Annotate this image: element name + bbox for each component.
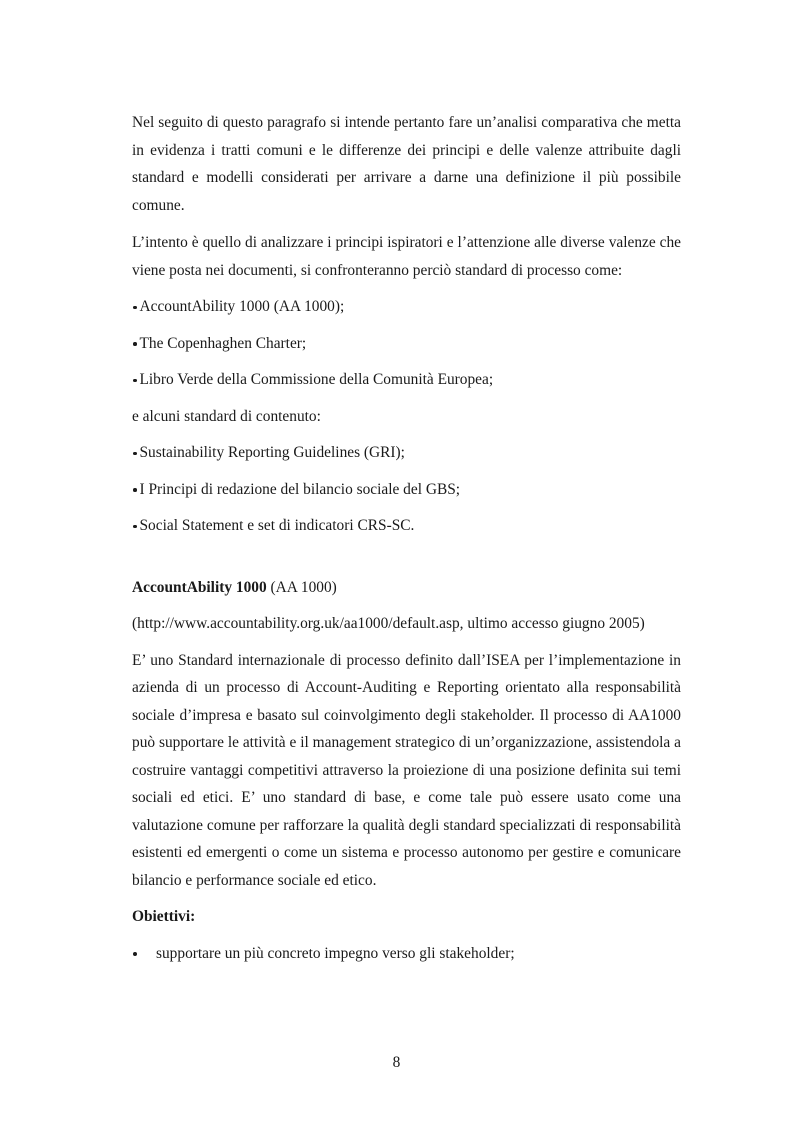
content-standard-item: Social Statement e set di indicatori CRS-SC. (132, 512, 681, 540)
objective-item: supportare un più concreto impegno verso gli stakeholder; (132, 940, 681, 968)
process-standard-item: The Copenhaghen Charter; (132, 330, 681, 358)
section-source-link: (http://www.accountability.org.uk/aa1000/default.asp, ultimo accesso giugno 2005) (132, 615, 645, 632)
bullet-icon (133, 952, 137, 956)
intro-paragraph-1: Nel seguito di questo paragrafo si intende pertanto fare un’analisi comparativa che metta in evidenza i tratti comuni e le differenze dei principi e delle valenze attribuite dagli standard e modelli considerati per arrivare a darne una definizione il più possibile comune. (132, 114, 681, 214)
section-heading-bold: AccountAbility 1000 (132, 578, 267, 596)
objectives-heading: Obiettivi: (132, 908, 196, 925)
section-heading-rest: (AA 1000) (266, 578, 337, 596)
section-heading (132, 574, 681, 602)
page-number: 8 (392, 1054, 401, 1071)
intro-paragraph-2: L’intento è quello di analizzare i principi ispiratori e l’attenzione alle diverse valenze che viene posta nei documenti, si confronteranno perciò standard di processo come: (132, 234, 681, 279)
section-body: E’ uno Standard internazionale di processo definito dall’ISEA per l’implementazione in azienda di un processo di Account-Auditing e Reporting orientato alla responsabilità sociale d’impresa e basato sul coinvolgimento degli stakeholder. Il processo di AA1000 può supportare le attività e il management strategico di un’organizzazione, assistendola a costruire vantaggi competitivi attraverso la proiezione di una posizione definita sui temi sociali ed etici. E’ uno standard di base, e come tale può essere usato come una valutazione comune per rafforzare la qualità degli standard specializzati di responsabilità esistenti ed emergenti o come un sistema e processo autonomo per gestire e comunicare bilancio e performance sociale ed etico. (132, 651, 681, 889)
process-standard-item: AccountAbility 1000 (AA 1000); (132, 293, 681, 321)
process-standard-item: Libro Verde della Commissione della Comunità Europea; (132, 366, 681, 394)
content-standard-item: Sustainability Reporting Guidelines (GRI); (132, 439, 681, 467)
document-page (132, 109, 681, 967)
content-standard-item: I Principi di redazione del bilancio sociale del GBS; (132, 476, 681, 504)
content-standards-intro: e alcuni standard di contenuto: (132, 407, 321, 425)
